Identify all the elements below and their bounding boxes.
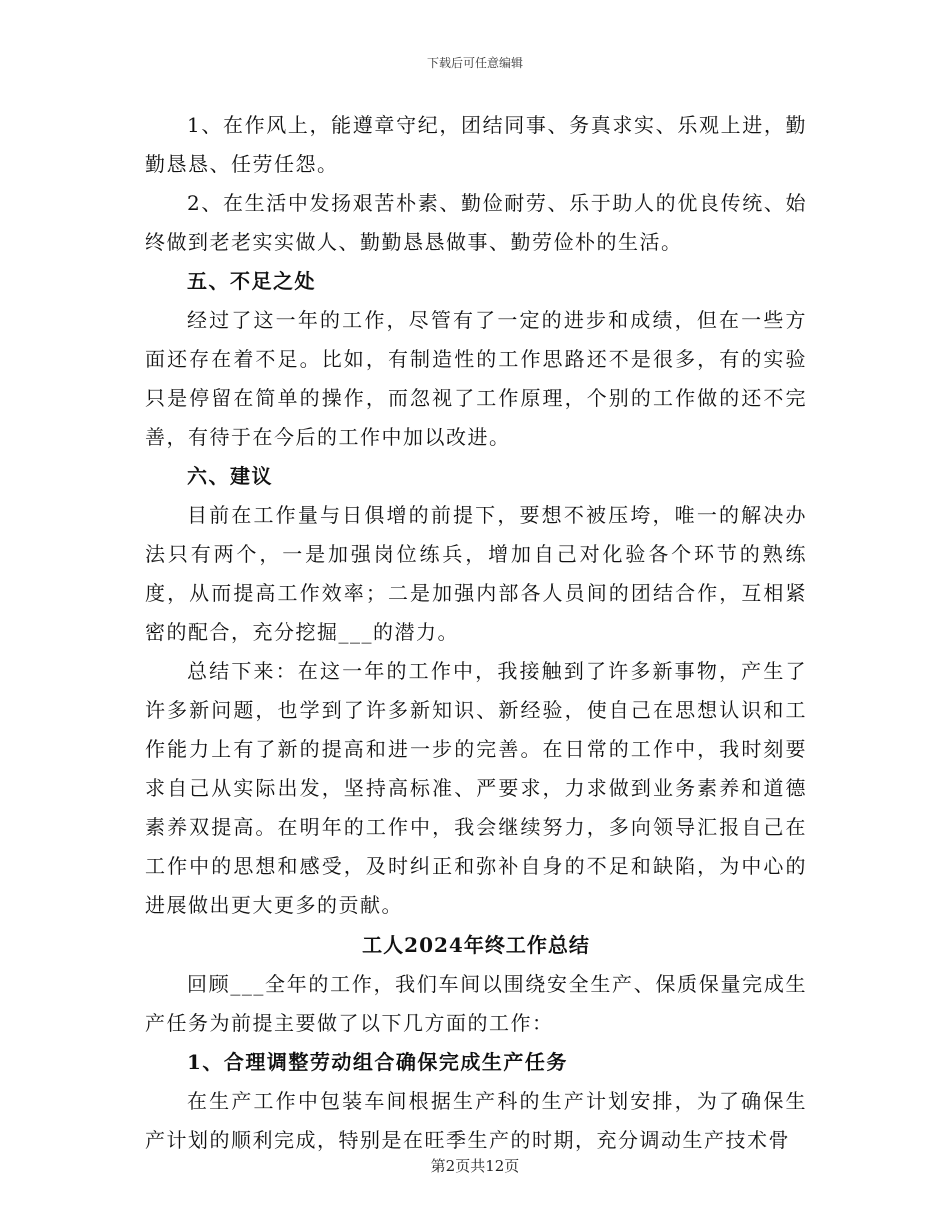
section-heading-suggestions: 六、建议: [187, 464, 273, 488]
paragraph-summary: 总结下来：在这一年的工作中，我接触到了许多新事物，产生了许多新问题，也学到了许多新知识、新经验，使自己在思想认识和工作能力上有了新的提高和进一步的完善。在日常的工作中，我时刻要求自己从实际出发，坚持高标准、严要求，力求做到业务素养和道德素养双提高。在明年的工作中，我会继续努力，多向领导汇报自己在工作中的思想和感受，及时纠正和弥补自身的不足和缺陷，为中心的进展做出更大更多的贡献。: [145, 659, 807, 917]
paragraph-production: 在生产工作中包装车间根据生产科的生产计划安排，为了确保生产计划的顺利完成，特别是在旺季生产的时期，充分调动生产技术骨: [145, 1089, 807, 1152]
page-number: 第2页共12页: [430, 1157, 520, 1175]
document-body: [145, 106, 807, 1160]
paragraph-review: 回顾___全年的工作，我们车间以围绕安全生产、保质保量完成生产任务为前提主要做了以下几方面的工作：: [145, 972, 807, 1035]
page-header-note: 下载后可任意编辑: [426, 56, 523, 70]
paragraph-shortcomings: 经过了这一年的工作，尽管有了一定的进步和成绩，但在一些方面还存在着不足。比如，有制造性的工作思路还不是很多，有的实验只是停留在简单的操作，而忽视了工作原理，个别的工作做的还不完善，有待于在今后的工作中加以改进。: [145, 308, 807, 449]
document-title: 工人2024年终工作总结: [362, 933, 590, 957]
section-heading-shortcomings: 五、不足之处: [187, 269, 316, 293]
section-heading-labor: 1、合理调整劳动组合确保完成生产任务: [187, 1050, 568, 1074]
paragraph-work-style: 1、在作风上，能遵章守纪，团结同事、务真求实、乐观上进，勤勤恳恳、任劳任怨。: [145, 113, 807, 176]
paragraph-life: 2、在生活中发扬艰苦朴素、勤俭耐劳、乐于助人的优良传统、始终做到老老实实做人、勤勤恳恳做事、勤劳俭朴的生活。: [145, 191, 807, 254]
paragraph-suggestions: 目前在工作量与日俱增的前提下，要想不被压垮，唯一的解决办法只有两个，一是加强岗位练兵，增加自己对化验各个环节的熟练度，从而提高工作效率；二是加强内部各人员间的团结合作，互相紧密的配合，充分挖掘___的潜力。: [145, 503, 807, 644]
